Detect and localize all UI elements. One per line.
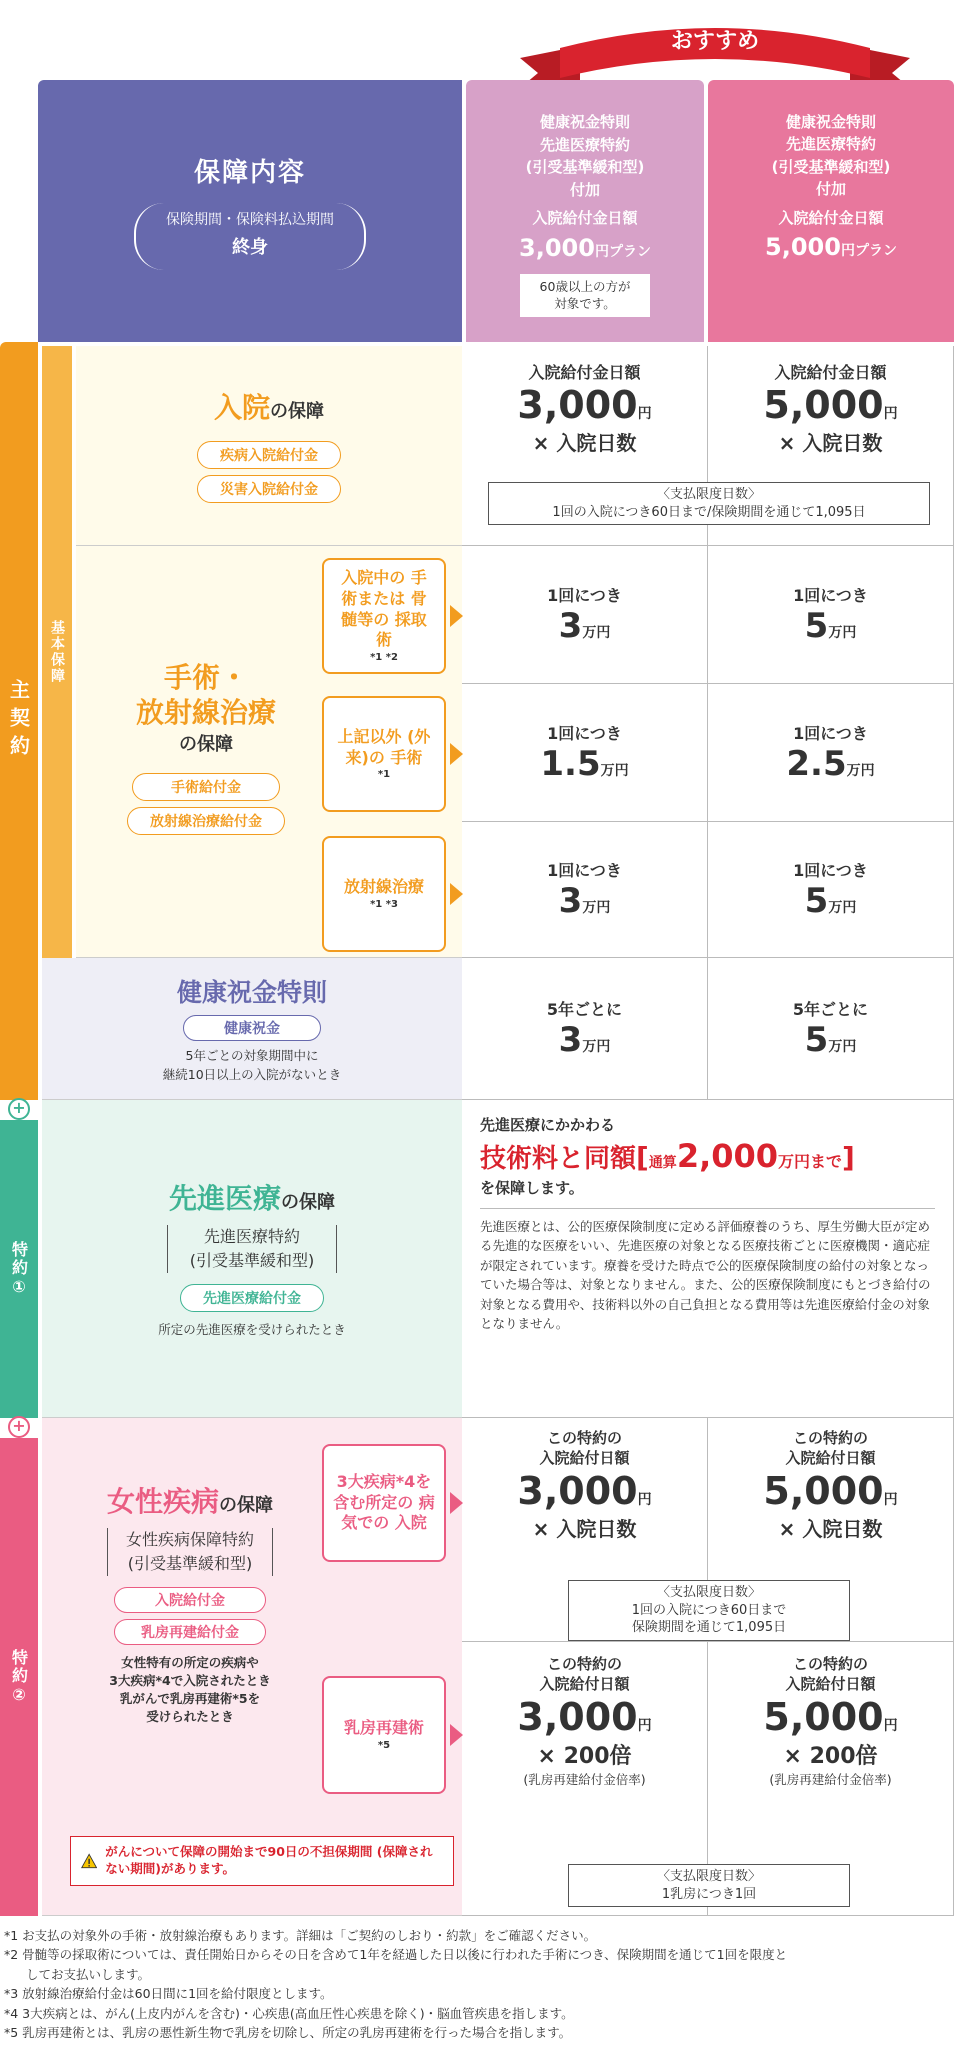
footnote: *2 骨髄等の採取術については、責任開始日からその日を含めて1年を経過した日以後に行われた手術につき、保険期間を通じて1回を限度と	[4, 1947, 788, 1963]
plan3-age-note: 60歳以上の方が 対象です。	[520, 274, 650, 317]
hosp-p5-unit: 円	[883, 406, 898, 422]
female-r2-h1: この特約の	[792, 1655, 868, 1673]
hosp-p5-head: 入院給付金日額	[774, 363, 887, 382]
female-r1-p5-amount: 5,000	[763, 1468, 884, 1513]
plan3-line5: 入院給付金日額	[532, 209, 638, 228]
hosp-limit-title: 〈支払限度日数〉	[656, 487, 761, 502]
surg-r1-p5	[708, 546, 954, 684]
female-r2-note: (乳房再建給付金倍率)	[523, 1771, 646, 1787]
footnote: してお支払いします。	[26, 1966, 151, 1982]
female-r1-h1: この特約の	[546, 1429, 622, 1447]
female-limit-box-a	[568, 1580, 850, 1641]
footnote: *1 お支払の対象外の手術・放射線治療もあります。詳細は「ご契約のしおり・約款」をご確認ください。	[4, 1928, 597, 1943]
female-r2-note: (乳房再建給付金倍率)	[769, 1771, 892, 1787]
hosp-p3-unit: 円	[637, 406, 652, 422]
footnotes	[4, 1926, 958, 2042]
health-title: 健康祝金特則	[176, 978, 327, 1008]
female-desc4: 受けられたとき	[146, 1709, 234, 1725]
unit-label: 万円	[582, 900, 611, 916]
basic-text: 基本保障	[49, 620, 65, 684]
footnote: *4 3大疾病とは、がん(上皮内がんを含む)・心疾患(高血圧性心疾患を除く)・脳血管疾患を指します。	[4, 2005, 574, 2021]
female-r1-p3-amount: 3,000	[517, 1468, 638, 1513]
adv-title: 先進医療	[168, 1182, 281, 1216]
surgery-title-block	[96, 660, 316, 838]
health-per: 5年ごとに	[546, 1000, 623, 1019]
adv-right-total: 通算	[648, 1155, 677, 1171]
surg-title1: 手術・	[163, 661, 248, 694]
female-sub1: 女性疾病保障特約	[125, 1530, 254, 1549]
surg-box2-text: 上記以外 (外来)の 手術	[337, 726, 431, 767]
female-r1-tail: × 入院日数	[532, 1516, 637, 1541]
adv-right-body: 先進医療とは、公的医療保険制度に定める評価療養のうち、厚生労働大臣が定める先進的な医療をいい、先進医療の対象となる医療技術ごとに医療機関・適応症が限定されています。療養を受けた時点で公的医療保険制度の給付の対象となっていた場合等は、対象となりません。また、公的医療保険制度にもとづき給付の対象となる費用や、技術料以外の自己負担となる費用等は先進医療給付金の対象となりません。	[480, 1219, 931, 1331]
label-rider2	[0, 1438, 38, 1916]
female-limit-box-b	[568, 1864, 850, 1907]
hosp-pill-accident: 災害入院給付金	[197, 475, 341, 503]
coverage-period: 保険期間・保険料払込期間	[166, 212, 334, 229]
surg-box3-text: 放射線治療	[343, 877, 424, 897]
surg-r1-p3	[462, 546, 708, 684]
hosp-limit-text: 1回の入院につき60日まで/保険期間を通じて1,095日	[552, 504, 866, 520]
surg-box3-note: *1 *3	[370, 898, 398, 910]
adv-right-unit: 万円まで	[778, 1152, 843, 1171]
unit-label: 万円	[582, 625, 611, 641]
female-limit-a-line1: 1回の入院につき60日まで	[631, 1602, 787, 1618]
plus-icon: +	[8, 1098, 30, 1120]
female-limit-b-title: 〈支払限度日数〉	[656, 1869, 761, 1884]
hosp-p5-amount: 5,000	[763, 383, 884, 427]
female-r2-tail: × 200倍	[783, 1743, 878, 1769]
hosp-p3-amount: 3,000	[517, 383, 638, 427]
female-box-illness	[322, 1444, 446, 1562]
female-title-suffix: の保障	[219, 1495, 273, 1516]
adv-desc: 所定の先進医療を受けられたとき	[158, 1322, 346, 1338]
plan3-line4: 付加	[569, 180, 600, 199]
health-per: 5年ごとに	[792, 1000, 869, 1019]
unit-label: 万円	[846, 763, 875, 779]
per-label: 1回につき	[547, 724, 622, 743]
surg-r2-p5	[708, 684, 954, 822]
adv-sub1: 先進医療特約	[203, 1227, 300, 1247]
female-box2-note: *5	[377, 1739, 391, 1751]
header-coverage	[38, 80, 462, 342]
adv-pill: 先進医療給付金	[180, 1284, 324, 1312]
surg-r2-p5-value: 2.5	[786, 744, 847, 784]
plus-icon: +	[8, 1416, 30, 1438]
surg-r3-p3-value: 3	[558, 881, 583, 921]
female-r2-h2: 入院給付日額	[539, 1675, 630, 1694]
health-p3	[462, 958, 708, 1100]
female-r2-h2: 入院給付日額	[785, 1675, 876, 1694]
warning-icon	[81, 1851, 97, 1871]
hosp-title: 入院	[213, 390, 270, 424]
header-plan-3000	[466, 80, 704, 342]
unit-label: 万円	[828, 625, 857, 641]
plan3-unit: 円プラン	[594, 243, 651, 260]
health-p5	[708, 958, 954, 1100]
hosp-p3-head: 入院給付金日額	[528, 363, 641, 382]
female-sub2: (引受基準緩和型)	[127, 1554, 253, 1573]
unit-label: 円	[637, 1491, 652, 1508]
plan5-line1: 健康祝金特則	[785, 112, 876, 131]
plan5-line4: 付加	[815, 180, 846, 199]
health-desc2: 継続10日以上の入院がないとき	[162, 1066, 342, 1082]
surg-pill-surgery: 手術給付金	[132, 773, 280, 801]
female-box1-text: 3大疾病*4を 含む所定の 病気での 入院	[333, 1471, 435, 1533]
health-p5-value: 5	[804, 1020, 829, 1060]
unit-label: 万円	[600, 763, 629, 779]
plan5-line2: 先進医療特約	[785, 135, 876, 154]
female-r1-h2: 入院給付日額	[539, 1449, 630, 1468]
hosp-pill-disease: 疾病入院給付金	[197, 441, 341, 469]
surg-r1-p5-value: 5	[804, 606, 829, 646]
female-limit-a-line2: 保険期間を通じて1,095日	[631, 1620, 787, 1636]
unit-label: 万円	[828, 900, 857, 916]
plan3-line1: 健康祝金特則	[539, 113, 630, 132]
female-warning-text: がんについて保障の開始まで90日の不担保期間 (保障されない期間)があります。	[105, 1844, 433, 1876]
surg-box2-note: *1	[377, 769, 391, 781]
adv-right-amount: 2,000	[676, 1137, 779, 1175]
female-r1-h2: 入院給付日額	[785, 1449, 876, 1468]
surg-r3-p5-value: 5	[804, 881, 829, 921]
female-r1-tail: × 入院日数	[778, 1516, 883, 1541]
label-main-contract	[0, 342, 38, 1100]
advanced-medical-section	[42, 1100, 462, 1418]
female-pill-recon: 乳房再建給付金	[114, 1619, 266, 1645]
female-box-recon	[322, 1676, 446, 1794]
plan3-amount: 3,000	[519, 233, 595, 262]
surg-pill-radiation: 放射線治療給付金	[127, 807, 285, 835]
adv-right-tail: を保障します。	[480, 1177, 935, 1209]
footnote: *3 放射線治療給付金は60日間に1回を給付限度とします。	[4, 1986, 333, 2002]
surg-box1-text: 入院中の 手術または 骨髄等の 採取術	[341, 567, 427, 650]
plan5-unit: 円プラン	[840, 243, 897, 260]
header-plan-5000	[708, 80, 954, 342]
health-bonus-section	[42, 958, 462, 1100]
surg-r3-p5	[708, 822, 954, 958]
adv-right-head: 先進医療にかかわる	[480, 1116, 616, 1134]
surg-r2-p3-value: 1.5	[540, 744, 601, 784]
per-label: 1回につき	[793, 724, 868, 743]
female-r2-h1: この特約の	[546, 1655, 622, 1673]
per-label: 1回につき	[793, 861, 868, 880]
hosp-p3-tail: × 入院日数	[532, 431, 637, 455]
health-desc1: 5年ごとの対象期間中に	[185, 1048, 319, 1064]
unit-label: 円	[883, 1717, 898, 1734]
label-rider1	[0, 1120, 38, 1418]
adv-title-suffix: の保障	[281, 1192, 335, 1214]
per-label: 1回につき	[547, 861, 622, 880]
female-limit-b-line: 1乳房につき1回	[661, 1886, 757, 1902]
per-label: 1回につき	[547, 586, 622, 605]
adv-right-big: 技術料と同額	[480, 1144, 637, 1174]
hospitalization-section	[76, 346, 462, 546]
female-desc2: 3大疾病*4で入院されたとき	[109, 1673, 271, 1689]
coverage-period-value: 終身	[232, 237, 268, 259]
surg-box-inpatient	[322, 558, 446, 674]
plan5-line3: (引受基準緩和型)	[771, 157, 891, 176]
female-limit-a-title: 〈支払限度日数〉	[656, 1585, 761, 1600]
surg-box-outpatient	[322, 696, 446, 812]
footnote: *5 乳房再建術とは、乳房の悪性新生物で乳房を切除し、所定の乳房再建術を行った場合を指します。	[4, 2024, 572, 2040]
female-r2-tail: × 200倍	[537, 1743, 632, 1769]
surg-box1-note: *1 *2	[370, 652, 398, 664]
hosp-title-suffix: の保障	[270, 400, 324, 422]
adv-sub2: (引受基準緩和型)	[189, 1251, 315, 1271]
female-desc1: 女性特有の所定の疾病や	[121, 1655, 259, 1670]
unit-label: 円	[637, 1717, 652, 1734]
label-basic	[42, 346, 72, 958]
rider2-text: 特約②	[9, 1648, 29, 1706]
plan3-line3: (引受基準緩和型)	[525, 158, 645, 177]
main-contract-text: 主契約	[6, 679, 31, 763]
plan5-amount: 5,000	[765, 233, 841, 262]
recommend-label: おすすめ	[670, 29, 760, 54]
adv-right-cell: 先進医療にかかわる 技術料と同額[通算2,000万円まで] を保障します。 先進医療とは、公的医療保険制度に定める評価療養のうち、厚生労働大臣が定める先進的な医療をいい、先進医療の対象となる医療技術ごとに医療機関・適応症が限定されています。療養を受けた時点で公的医療保険制度の給付の対象となっていた場合等は、対象となりません。また、公的医療保険制度にもとづき給付の対象となる費用や、技術料以外の自己負担となる費用等は先進医療給付金の対象となりません。	[462, 1100, 954, 1418]
surg-r2-p3	[462, 684, 708, 822]
unit-label: 万円	[582, 1039, 611, 1055]
surg-title2: 放射線治療	[135, 696, 276, 729]
female-r2-p5-amount: 5,000	[763, 1694, 884, 1739]
rider1-text: 特約①	[9, 1240, 29, 1298]
female-pill-hosp: 入院給付金	[114, 1587, 266, 1613]
health-p3-value: 3	[558, 1020, 583, 1060]
plan3-line2: 先進医療特約	[539, 135, 630, 154]
coverage-title: 保障内容	[193, 158, 306, 189]
hosp-p5-tail: × 入院日数	[778, 431, 883, 455]
female-box2-text: 乳房再建術	[343, 1718, 424, 1738]
unit-label: 円	[883, 1491, 898, 1508]
unit-label: 万円	[828, 1039, 857, 1055]
health-pill: 健康祝金	[183, 1015, 321, 1041]
surg-title3: の保障	[179, 734, 233, 755]
female-warning	[70, 1836, 454, 1886]
surg-r1-p3-value: 3	[558, 606, 583, 646]
per-label: 1回につき	[793, 586, 868, 605]
plan5-line5: 入院給付金日額	[778, 208, 884, 227]
female-desc3: 乳がんで乳房再建術*5を	[119, 1691, 261, 1707]
hosp-limit-box	[488, 482, 930, 525]
female-title-block	[60, 1480, 320, 1727]
surg-box-radiation	[322, 836, 446, 952]
surg-r3-p3	[462, 822, 708, 958]
female-r2-p3-amount: 3,000	[517, 1694, 638, 1739]
female-r1-h1: この特約の	[792, 1429, 868, 1447]
female-title: 女性疾病	[106, 1485, 219, 1518]
